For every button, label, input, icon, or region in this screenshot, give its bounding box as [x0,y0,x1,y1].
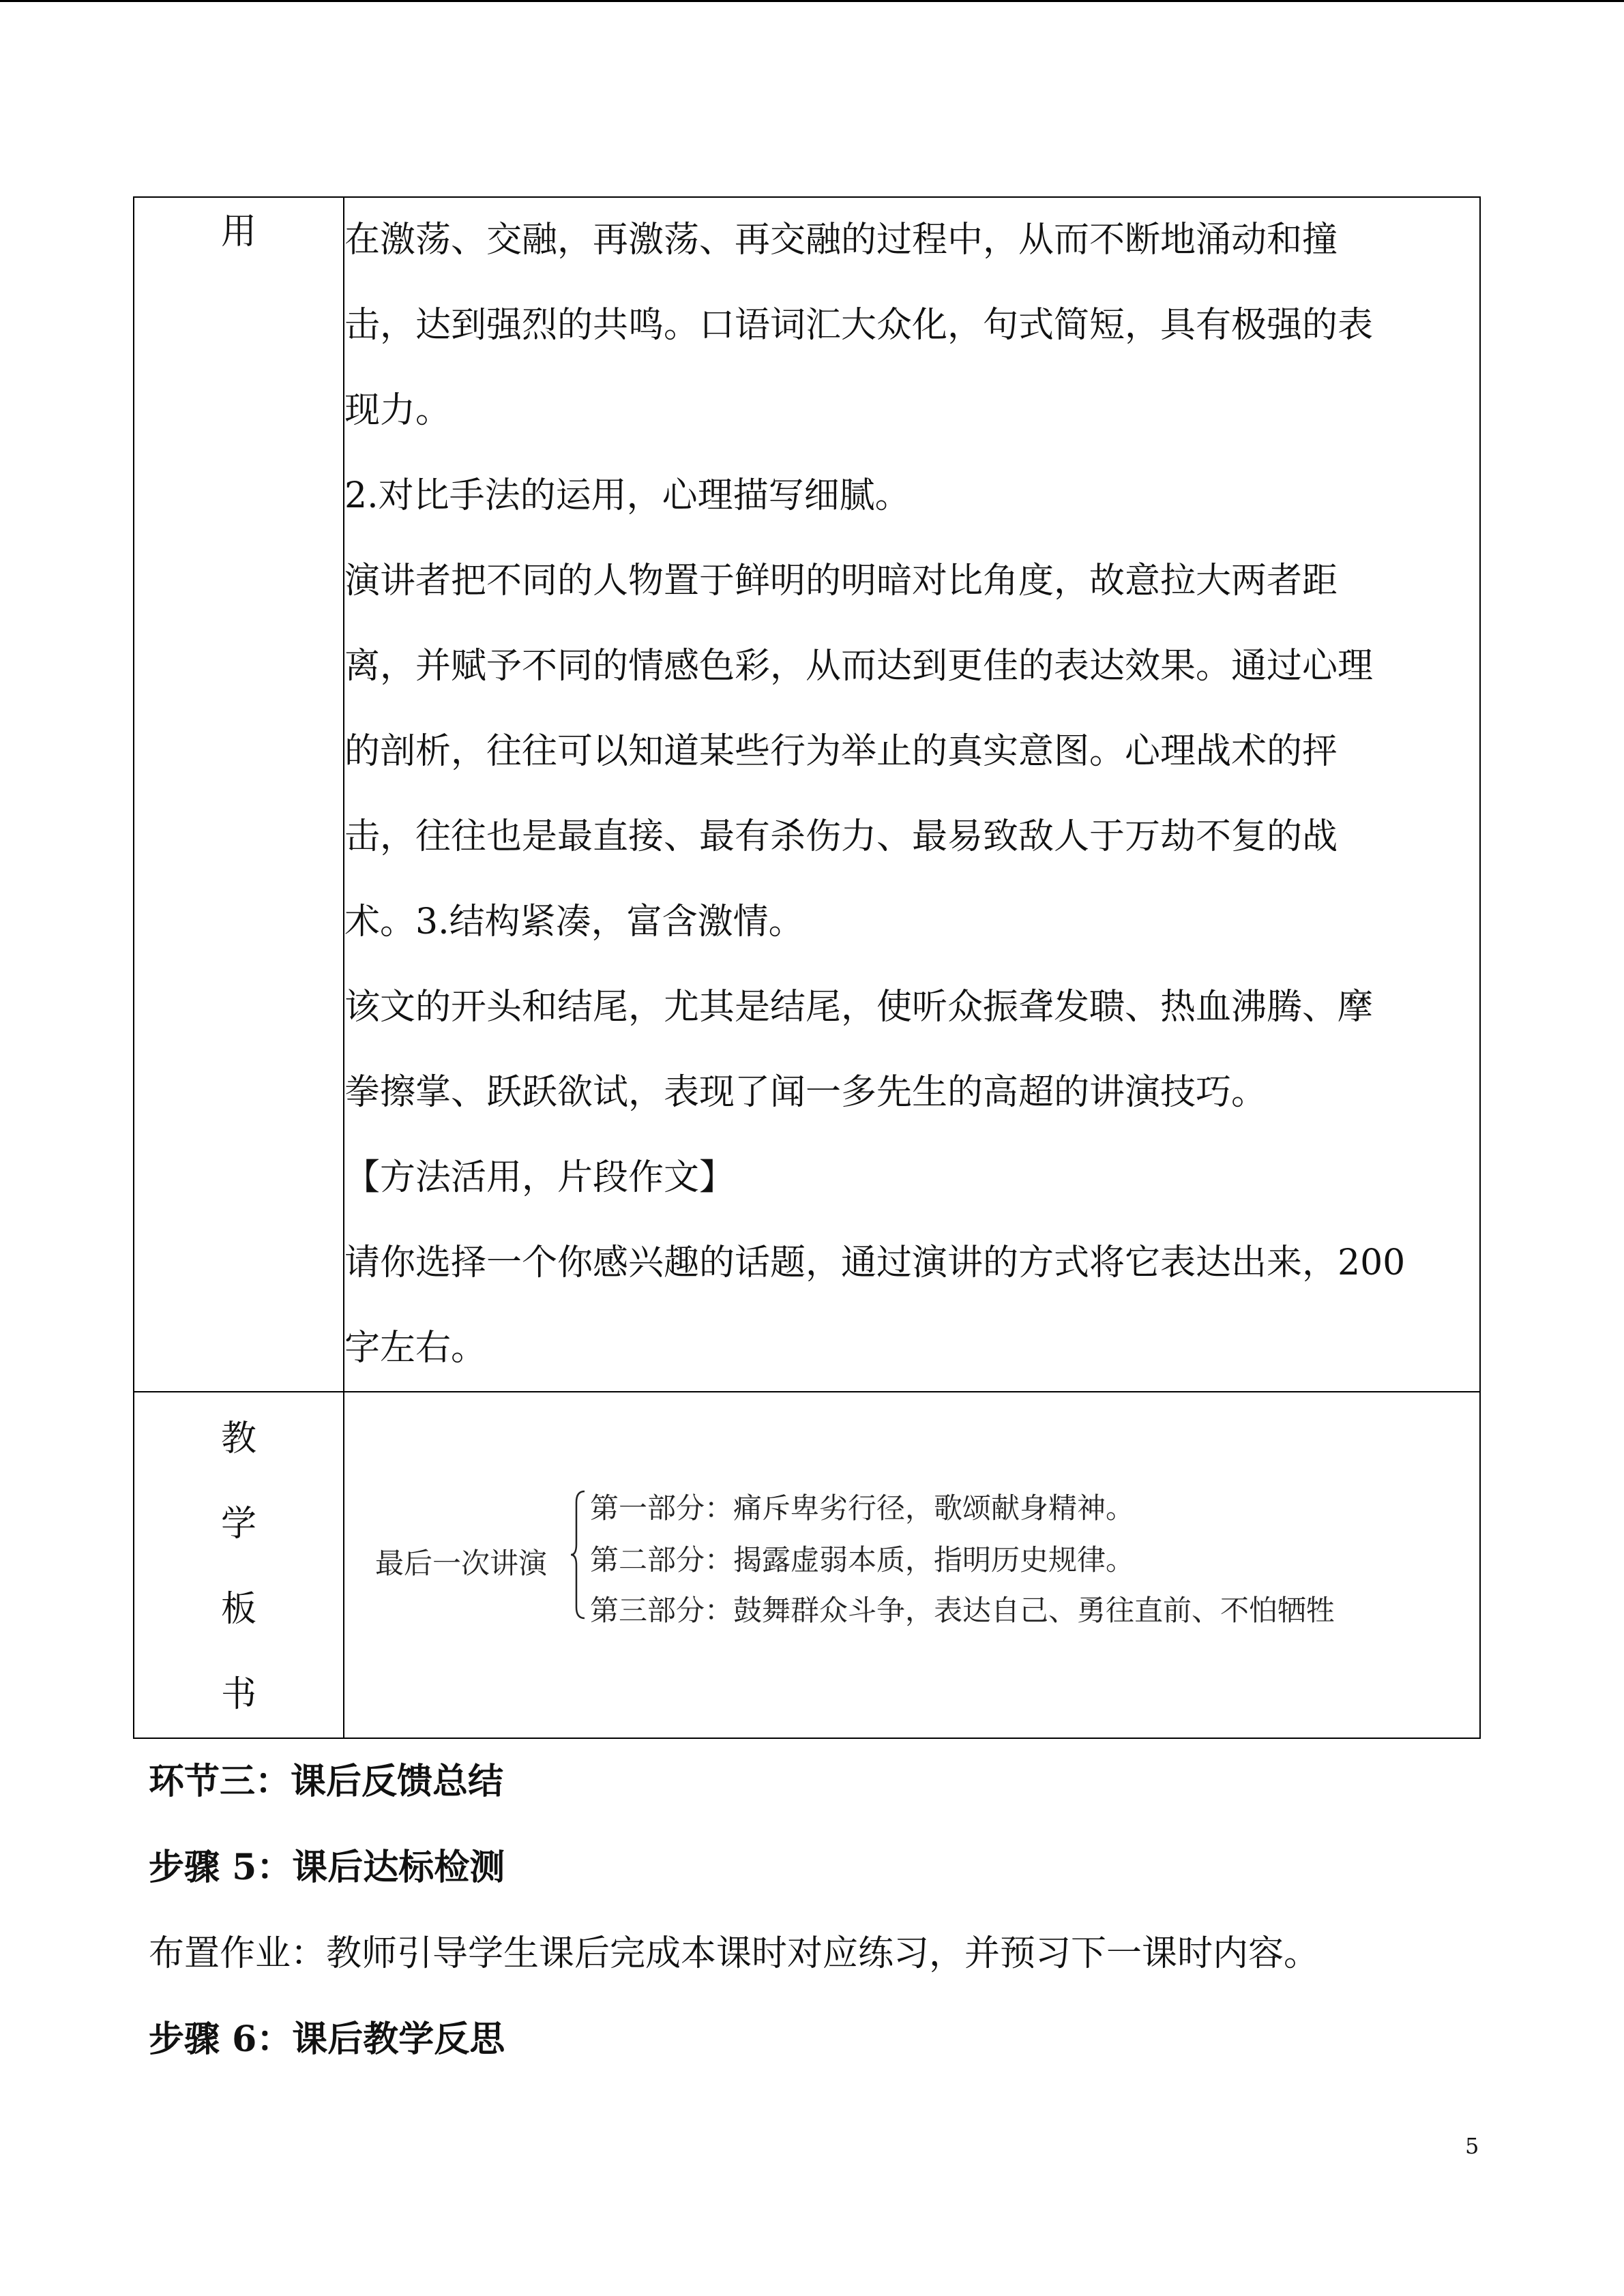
blackboard-diagram [344,1392,1479,1738]
blackboard-cell [344,1392,1480,1738]
board-branch: 第三部分：鼓舞群众斗争，表达自己、勇往直前、不怕牺牲 [590,1594,1335,1627]
table-row [134,1392,1480,1738]
board-branch: 第一部分：痛斥卑劣行径，歌颂献身精神。 [590,1491,1135,1525]
content-line: 该文的开头和结尾，尤其是结尾，使听众振聋发聩、热血沸腾、摩 [344,987,1374,1028]
content-cell [344,197,1480,1392]
content-line: 2.对比手法的运用，心理描写细腻。 [344,475,911,516]
content-line: 演讲者把不同的人物置于鲜明的明暗对比角度，故意拉大两者距 [344,561,1338,601]
content-line: 离，并赋予不同的情感色彩，从而达到更佳的表达效果。通过心理 [344,646,1374,687]
content-line: 击，往往也是最直接、最有杀伤力、最易致敌人于万劫不复的战 [344,816,1338,857]
content-line: 在激荡、交融，再激荡、再交融的过程中，从而不断地涌动和撞 [344,220,1338,260]
section-heading: 步骤 6：课后教学反思 [149,2018,505,2060]
content-line: 术。3.结构紧凑，富含激情。 [344,901,804,942]
curly-brace-icon [570,1490,586,1620]
board-label-char: 学 [220,1504,256,1545]
assignment-text: 布置作业：教师引导学生课后完成本课时对应练习，并预习下一课时内容。 [149,1933,1320,1974]
board-label-cell [134,1392,344,1738]
page-number: 5 [1465,2133,1479,2159]
page-top-border [0,0,1624,2]
section-heading: 环节三：课后反馈总结 [149,1761,504,1802]
content-line: 拳擦掌、跃跃欲试，表现了闻一多先生的高超的讲演技巧。 [344,1072,1267,1113]
content-line: 请你选择一个你感兴趣的话题，通过演讲的方式将它表达出来，200 [344,1242,1406,1283]
lesson-table [133,196,1481,1739]
content-line: 【方法活用，片段作文】 [344,1157,735,1198]
section-heading: 步骤 5：课后达标检测 [149,1847,505,1888]
board-label-char: 板 [220,1589,256,1630]
table-row [134,197,1480,1392]
row-label-cell [134,197,344,1392]
content-line: 的剖析，往往可以知道某些行为举止的真实意图。心理战术的抨 [344,731,1338,772]
content-line: 现力。 [344,390,452,431]
board-root-title: 最后一次讲演 [375,1547,548,1580]
content-line: 击，达到强烈的共鸣。口语词汇大众化，句式简短，具有极强的表 [344,305,1374,346]
board-branch: 第二部分：揭露虚弱本质，指明历史规律。 [590,1543,1135,1577]
row-label: 用 [220,211,256,252]
board-label [134,1392,343,1738]
board-label-char: 书 [220,1674,256,1715]
content-line: 字左右。 [344,1328,487,1369]
board-label-char: 教 [220,1418,256,1459]
